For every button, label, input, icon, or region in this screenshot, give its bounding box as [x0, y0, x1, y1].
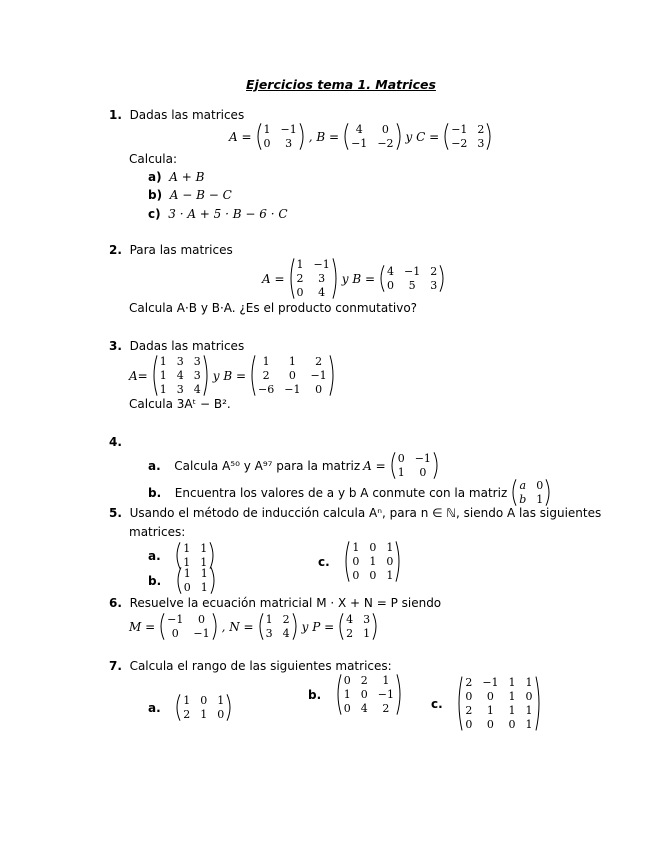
matrix-grid — [182, 567, 210, 594]
matrix-cell: 1 — [382, 674, 390, 687]
matrix-cell: 0 — [387, 279, 395, 292]
matrix-cell: −6 — [258, 383, 275, 396]
matrix-cell: −1 — [313, 258, 330, 271]
matrix-cell: 2 — [382, 702, 390, 715]
matrix-m — [158, 613, 218, 640]
matrix-grid — [344, 613, 372, 640]
matrix-ab — [510, 479, 552, 506]
matrix-cell: −1 — [193, 627, 210, 640]
item-label: b) — [148, 188, 163, 202]
matrix-grid — [181, 542, 209, 569]
item-label: a. — [148, 700, 161, 715]
matrix-c — [442, 123, 493, 150]
matrix-cell: 0 — [508, 718, 516, 731]
left-paren — [175, 567, 182, 594]
matrix-cell: 1 — [183, 567, 191, 580]
matrix-label-n: , N = — [221, 619, 254, 634]
exercise-number: 4. — [109, 435, 122, 449]
matrix-label-b: , B = — [308, 129, 340, 144]
matrix-grid — [342, 674, 396, 715]
right-paren — [535, 676, 542, 731]
item-expr: 3 · A + 5 · B − 6 · C — [168, 207, 288, 221]
matrix-cell: 1 — [343, 688, 351, 701]
matrix-b — [175, 567, 217, 594]
left-paren — [510, 479, 517, 506]
matrix-cell: 0 — [525, 690, 533, 703]
matrix-cell: 1 — [183, 694, 191, 707]
exercise-3-intro — [109, 339, 244, 353]
matrix-grid — [262, 123, 299, 150]
matrix-label-a: A = — [363, 458, 386, 473]
matrix-cell: 4 — [387, 265, 395, 278]
matrix-cell: −1 — [414, 452, 431, 465]
exercise-1-intro — [109, 108, 244, 122]
matrix-b — [342, 123, 402, 150]
matrix-cell: 2 — [296, 272, 304, 285]
matrix-cell: 1 — [200, 542, 208, 555]
matrix-cell: 4 — [346, 613, 354, 626]
matrix-cell: 0 — [288, 369, 296, 382]
left-paren — [389, 452, 396, 479]
exercise-7c — [431, 676, 542, 731]
matrix-cell: 1 — [352, 541, 360, 554]
matrix-cell: 2 — [360, 674, 368, 687]
matrix-cell: 0 — [343, 674, 351, 687]
matrix-cell: 4 — [176, 369, 184, 382]
exercise-text: Resuelve la ecuación matricial M · X + N = P siendo — [129, 596, 442, 610]
matrix-label-a: A = — [229, 129, 252, 144]
matrix-cell: 3 — [176, 383, 184, 396]
exercise-2-intro — [109, 243, 233, 257]
matrix-cell: 0 — [197, 613, 205, 626]
exercise-number: 5. — [109, 506, 122, 520]
matrix-c — [456, 676, 541, 731]
matrix-cell: −1 — [280, 123, 297, 136]
matrix-cell: 0 — [200, 694, 208, 707]
matrix-cell: 1 — [386, 569, 394, 582]
right-paren — [292, 613, 299, 640]
matrix-cell: −2 — [451, 137, 468, 150]
matrix-grid — [158, 355, 203, 396]
matrix-cell: −1 — [482, 676, 499, 689]
item-label: b. — [148, 485, 162, 500]
exercise-5-text2: matrices: — [129, 525, 186, 539]
exercise-number: 2. — [109, 243, 122, 257]
matrix-cell: 0 — [315, 383, 323, 396]
exercise-number: 7. — [109, 659, 122, 673]
matrix-cell: 5 — [408, 279, 416, 292]
exercise-3-text: Calcula 3Aᵗ − B². — [129, 397, 231, 411]
item-expr: A + B — [169, 170, 205, 184]
right-paren — [212, 613, 219, 640]
right-paren — [209, 542, 216, 569]
matrix-grid — [517, 479, 545, 506]
exercise-5a — [148, 542, 216, 569]
matrix-cell: 2 — [183, 708, 191, 721]
exercise-7a — [148, 694, 233, 721]
list-item — [148, 207, 288, 221]
matrix-cell: 1 — [200, 708, 208, 721]
item-label: b. — [308, 687, 322, 702]
matrix-cell: −1 — [310, 369, 327, 382]
item-label: a. — [148, 458, 161, 473]
matrix-cell: 1 — [525, 718, 533, 731]
matrix-cell: 2 — [315, 355, 323, 368]
exercise-4a — [148, 452, 440, 479]
matrix-cell: 1 — [508, 690, 516, 703]
matrix-cell: 4 — [193, 383, 201, 396]
exercise-text: Calcula el rango de las siguientes matrices: — [129, 659, 392, 673]
matrix-cell: 0 — [536, 479, 544, 492]
right-paren — [545, 479, 552, 506]
right-paren — [203, 355, 210, 396]
matrix-grid — [396, 452, 433, 479]
matrix-cell: 1 — [200, 581, 208, 594]
item-label: c) — [148, 207, 161, 221]
left-paren — [337, 613, 344, 640]
exercise-text: Dadas las matrices — [129, 108, 245, 122]
left-paren — [288, 258, 295, 299]
matrix-cell: 2 — [282, 613, 290, 626]
matrix-cell: 1 — [263, 123, 271, 136]
matrix-cell: 0 — [263, 137, 271, 150]
matrix-a — [174, 542, 216, 569]
matrix-cell: −1 — [451, 123, 468, 136]
matrix-cell: 3 — [193, 369, 201, 382]
matrix-grid — [463, 676, 534, 731]
exercise-3-matrices — [129, 355, 336, 396]
matrix-cell: 3 — [430, 279, 438, 292]
matrix-b — [378, 265, 446, 292]
right-paren — [329, 355, 336, 396]
matrix-a — [255, 123, 306, 150]
matrix-cell: 1 — [386, 541, 394, 554]
matrix-grid — [385, 265, 439, 292]
matrix-b — [335, 674, 403, 715]
exercise-2-text: Calcula A·B y B·A. ¿Es el producto conmutativo? — [129, 301, 418, 315]
matrix-cell: 0 — [369, 541, 377, 554]
matrix-cell: −1 — [351, 137, 368, 150]
left-paren — [255, 123, 262, 150]
matrix-cell: 0 — [486, 690, 494, 703]
matrix-cell: 2 — [465, 676, 473, 689]
matrix-cell: 2 — [465, 704, 473, 717]
matrix-cell: 1 — [369, 555, 377, 568]
right-paren — [332, 258, 339, 299]
matrix-grid — [349, 123, 395, 150]
matrix-cell: 1 — [265, 613, 273, 626]
matrix-cell: 4 — [282, 627, 290, 640]
item-expr: A − B − C — [169, 188, 232, 202]
left-paren — [378, 265, 385, 292]
exercise-text: Usando el método de inducción calcula Aⁿ, para n ∈ ℕ, siendo A las siguientes — [129, 506, 602, 520]
matrix-grid — [181, 694, 226, 721]
matrix-cell: 0 — [381, 123, 389, 136]
matrix-cell: 0 — [352, 555, 360, 568]
exercise-6-matrices — [129, 613, 379, 640]
matrix-cell: −1 — [377, 688, 395, 701]
left-paren — [174, 694, 181, 721]
matrix-grid — [256, 355, 329, 396]
left-paren — [442, 123, 449, 150]
matrix-label-a: A = — [262, 271, 285, 286]
left-paren — [158, 613, 165, 640]
item-text: Calcula A⁵⁰ y A⁹⁷ para la matriz — [174, 458, 361, 473]
matrix-cell: 0 — [465, 690, 473, 703]
exercise-text: Dadas las matrices — [129, 339, 245, 353]
exercise-6-intro — [109, 596, 441, 610]
matrix-cell: 1 — [486, 704, 494, 717]
exercise-7-intro — [109, 659, 392, 673]
left-paren — [342, 123, 349, 150]
matrix-cell: −1 — [404, 265, 421, 278]
matrix-label-b: y B = — [212, 368, 247, 383]
right-paren — [226, 694, 233, 721]
right-paren — [396, 674, 403, 715]
left-paren — [249, 355, 256, 396]
matrix-cell: 3 — [285, 137, 293, 150]
matrix-cell: 2 — [430, 265, 438, 278]
exercise-number: 6. — [109, 596, 122, 610]
exercise-5-intro — [109, 506, 601, 520]
list-item — [148, 170, 204, 184]
matrix-cell: 4 — [355, 123, 363, 136]
matrix-cell: 1 — [397, 466, 405, 479]
exercise-5b — [148, 567, 217, 594]
exercise-2-matrices — [262, 258, 446, 299]
matrix-cell: 0 — [360, 688, 368, 701]
left-paren — [456, 676, 463, 731]
matrix-cell: 3 — [176, 355, 184, 368]
matrix-cell: 0 — [397, 452, 405, 465]
matrix-cell: 1 — [159, 369, 167, 382]
matrix-grid — [165, 613, 211, 640]
matrix-cell: 1 — [288, 355, 296, 368]
matrix-grid — [295, 258, 332, 299]
matrix-cell: 1 — [159, 383, 167, 396]
matrix-cell: 1 — [183, 542, 191, 555]
matrix-cell: 3 — [477, 137, 485, 150]
right-paren — [395, 541, 402, 582]
matrix-label-p: y P = — [301, 619, 335, 634]
matrix-cell: 0 — [343, 702, 351, 715]
matrix-cell: 1 — [296, 258, 304, 271]
matrix-cell: 1 — [525, 676, 533, 689]
matrix-b — [249, 355, 336, 396]
right-paren — [396, 123, 403, 150]
calcula-label: Calcula: — [129, 152, 177, 166]
matrix-cell: 3 — [318, 272, 326, 285]
right-paren — [486, 123, 493, 150]
matrix-cell: 0 — [171, 627, 179, 640]
matrix-cell: −1 — [167, 613, 184, 626]
matrix-a — [288, 258, 339, 299]
exercise-number: 3. — [109, 339, 122, 353]
matrix-cell: 2 — [477, 123, 485, 136]
matrix-grid — [449, 123, 486, 150]
matrix-cell: 0 — [352, 569, 360, 582]
item-label: b. — [148, 573, 162, 588]
matrix-cell: 0 — [386, 555, 394, 568]
item-label: a) — [148, 170, 162, 184]
matrix-cell: b — [519, 493, 527, 506]
left-paren — [151, 355, 158, 396]
list-item — [148, 188, 232, 202]
matrix-cell: 0 — [296, 286, 304, 299]
item-label: a. — [148, 548, 161, 563]
exercise-number: 1. — [109, 108, 122, 122]
matrix-cell: 4 — [318, 286, 326, 299]
right-paren — [210, 567, 217, 594]
matrix-cell: 0 — [217, 708, 225, 721]
exercise-1-matrices — [229, 123, 493, 150]
item-text: Encuentra los valores de a y b A conmute con la matriz — [174, 485, 508, 500]
left-paren — [174, 542, 181, 569]
matrix-label-m: M = — [129, 619, 156, 634]
right-paren — [433, 452, 440, 479]
matrix-cell: −1 — [284, 383, 301, 396]
matrix-cell: −2 — [377, 137, 394, 150]
matrix-cell: 1 — [536, 493, 544, 506]
left-paren — [335, 674, 342, 715]
matrix-cell: 1 — [183, 556, 191, 569]
right-paren — [372, 613, 379, 640]
matrix-cell: 1 — [262, 355, 270, 368]
matrix-cell: 1 — [200, 556, 208, 569]
matrix-cell: 1 — [508, 704, 516, 717]
matrix-cell: 1 — [200, 567, 208, 580]
matrix-cell: a — [519, 479, 527, 492]
matrix-cell: 1 — [159, 355, 167, 368]
matrix-cell: 1 — [525, 704, 533, 717]
matrix-cell: 3 — [193, 355, 201, 368]
right-paren — [439, 265, 446, 292]
matrix-label-b: y B = — [341, 271, 376, 286]
matrix-cell: 0 — [369, 569, 377, 582]
item-label: c. — [431, 696, 443, 711]
matrix-n — [257, 613, 299, 640]
matrix-grid — [350, 541, 395, 582]
matrix-cell: 3 — [363, 613, 371, 626]
left-paren — [343, 541, 350, 582]
matrix-a — [174, 694, 233, 721]
exercise-7b — [308, 674, 403, 715]
matrix-cell: 1 — [363, 627, 371, 640]
matrix-cell: 1 — [508, 676, 516, 689]
matrix-c — [343, 541, 402, 582]
matrix-a — [389, 452, 440, 479]
item-label: c. — [318, 554, 330, 569]
matrix-cell: 0 — [465, 718, 473, 731]
matrix-p — [337, 613, 379, 640]
exercise-5c — [318, 541, 402, 582]
matrix-cell: 3 — [265, 627, 273, 640]
matrix-cell: 2 — [346, 627, 354, 640]
matrix-a — [151, 355, 210, 396]
matrix-cell: 2 — [262, 369, 270, 382]
matrix-cell: 4 — [360, 702, 368, 715]
matrix-cell: 0 — [183, 581, 191, 594]
matrix-grid — [264, 613, 292, 640]
matrix-cell: 1 — [217, 694, 225, 707]
matrix-cell: 0 — [486, 718, 494, 731]
matrix-label-a: A= — [129, 368, 148, 383]
left-paren — [257, 613, 264, 640]
matrix-label-c: y C = — [405, 129, 440, 144]
exercise-4b — [148, 479, 552, 506]
page-title: Ejercicios tema 1. Matrices — [246, 77, 436, 92]
matrix-cell: 0 — [419, 466, 427, 479]
right-paren — [299, 123, 306, 150]
exercise-text: Para las matrices — [129, 243, 233, 257]
